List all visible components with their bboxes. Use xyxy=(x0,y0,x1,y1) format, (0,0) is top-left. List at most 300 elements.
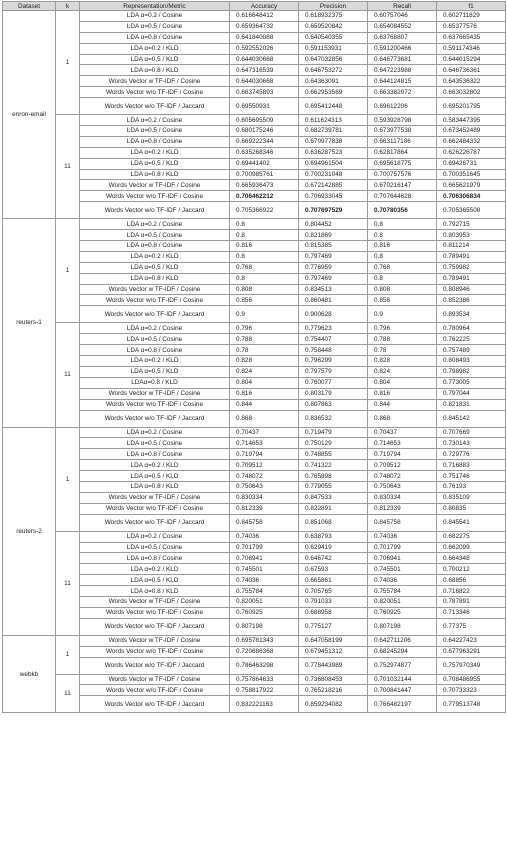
accuracy-cell: 0.644030668 xyxy=(230,54,299,65)
representation-cell: LDA α=0.8 / KLD xyxy=(80,273,230,284)
f1-cell: 0.663032802 xyxy=(437,87,506,98)
recall-cell: 0.701799 xyxy=(368,542,437,553)
recall-cell: 0.70780356 xyxy=(368,202,437,219)
recall-cell: 0.670216147 xyxy=(368,180,437,191)
representation-cell: Words Vector w TF-IDF / Cosine xyxy=(80,284,230,295)
recall-cell: 0.69612206 xyxy=(368,98,437,115)
f1-cell: 0.803953 xyxy=(437,230,506,241)
recall-cell: 0.750643 xyxy=(368,481,437,492)
representation-cell: LDA α=0.5 / Cosine xyxy=(80,230,230,241)
accuracy-cell: 0.74036 xyxy=(230,531,299,542)
representation-cell: LDA α=0.5 / KLD xyxy=(80,262,230,273)
f1-cell: 0.713346 xyxy=(437,607,506,618)
precision-cell: 0.638793 xyxy=(299,531,368,542)
f1-cell: 0.664348 xyxy=(437,553,506,564)
table-row xyxy=(3,219,506,230)
accuracy-cell: 0.680175246 xyxy=(230,126,299,137)
table-row xyxy=(3,11,506,22)
precision-cell: 0.834513 xyxy=(299,284,368,295)
precision-cell: 0.719479 xyxy=(299,427,368,438)
recall-cell: 0.719794 xyxy=(368,449,437,460)
precision-cell: 0.847533 xyxy=(299,492,368,503)
accuracy-cell: 0.8 xyxy=(230,273,299,284)
precision-cell: 0.629419 xyxy=(299,542,368,553)
accuracy-cell: 0.844 xyxy=(230,399,299,410)
accuracy-cell: 0.705366922 xyxy=(230,202,299,219)
recall-cell: 0.8 xyxy=(368,219,437,230)
precision-cell: 0.694961504 xyxy=(299,158,368,169)
representation-cell: LDA α=0.2 / Cosine xyxy=(80,219,230,230)
accuracy-cell: 0.845758 xyxy=(230,514,299,531)
precision-cell: 0.836532 xyxy=(299,410,368,427)
accuracy-cell: 0.748072 xyxy=(230,471,299,482)
accuracy-cell: 0.78 xyxy=(230,345,299,356)
f1-cell: 0.893534 xyxy=(437,306,506,323)
accuracy-cell: 0.700985761 xyxy=(230,169,299,180)
precision-cell: 0.758448 xyxy=(299,345,368,356)
precision-cell: 0.778443989 xyxy=(299,657,368,674)
recall-cell: 0.701032144 xyxy=(368,674,437,685)
accuracy-cell: 0.720686368 xyxy=(230,646,299,657)
accuracy-cell: 0.807198 xyxy=(230,618,299,635)
representation-cell: Words Vector w TF-IDF / Cosine xyxy=(80,180,230,191)
recall-cell: 0.593928798 xyxy=(368,115,437,126)
representation-cell: LDA α=0.2 / Cosine xyxy=(80,11,230,22)
precision-cell: 0.646753272 xyxy=(299,65,368,76)
f1-cell: 0.602711829 xyxy=(437,11,506,22)
precision-cell: 0.822891 xyxy=(299,503,368,514)
accuracy-cell: 0.788 xyxy=(230,334,299,345)
accuracy-cell: 0.808 xyxy=(230,284,299,295)
accuracy-cell: 0.755784 xyxy=(230,586,299,597)
representation-cell: Words Vector w/o TF-IDF / Cosine xyxy=(80,646,230,657)
precision-cell: 0.706933045 xyxy=(299,191,368,202)
f1-cell: 0.65377576 xyxy=(437,21,506,32)
f1-cell: 0.644015294 xyxy=(437,54,506,65)
representation-cell: LDA α=0.8 / Cosine xyxy=(80,553,230,564)
precision-cell: 0.672142885 xyxy=(299,180,368,191)
precision-cell: 0.779055 xyxy=(299,481,368,492)
precision-cell: 0.688958 xyxy=(299,607,368,618)
accuracy-cell: 0.745501 xyxy=(230,564,299,575)
k-cell: 1 xyxy=(56,635,80,674)
recall-cell: 0.663382072 xyxy=(368,87,437,98)
recall-cell: 0.74036 xyxy=(368,575,437,586)
accuracy-cell: 0.796 xyxy=(230,323,299,334)
accuracy-cell: 0.701799 xyxy=(230,542,299,553)
representation-cell: Words Vector w/o TF-IDF / Jaccard xyxy=(80,657,230,674)
table-row xyxy=(3,531,506,542)
precision-cell: 0.851068 xyxy=(299,514,368,531)
precision-cell: 0.64363091 xyxy=(299,76,368,87)
dataset-cell: reuters-1 xyxy=(3,219,56,427)
precision-cell: 0.700231048 xyxy=(299,169,368,180)
representation-cell: LDA α=0.2 / Cosine xyxy=(80,427,230,438)
precision-cell: 0.815385 xyxy=(299,241,368,252)
accuracy-cell: 0.714653 xyxy=(230,438,299,449)
precision-cell: 0.776959 xyxy=(299,262,368,273)
f1-cell: 0.706306834 xyxy=(437,191,506,202)
header-row xyxy=(3,2,506,11)
representation-cell: Words Vector w/o TF-IDF / Jaccard xyxy=(80,202,230,219)
representation-cell: Words Vector w/o TF-IDF / Jaccard xyxy=(80,696,230,713)
precision-cell: 0.821869 xyxy=(299,230,368,241)
accuracy-cell: 0.757864633 xyxy=(230,674,299,685)
table-row xyxy=(3,115,506,126)
recall-cell: 0.700757576 xyxy=(368,169,437,180)
accuracy-cell: 0.828 xyxy=(230,356,299,367)
representation-cell: Words Vector w/o TF-IDF / Cosine xyxy=(80,607,230,618)
representation-cell: LDA α=0.2 / Cosine xyxy=(80,531,230,542)
representation-cell: Words Vector w/o TF-IDF / Jaccard xyxy=(80,306,230,323)
f1-cell: 0.662099 xyxy=(437,542,506,553)
representation-cell: LDA α=0.2 / KLD xyxy=(80,43,230,54)
recall-cell: 0.816 xyxy=(368,241,437,252)
precision-cell: 0.647058199 xyxy=(299,635,368,646)
precision-cell: 0.707697529 xyxy=(299,202,368,219)
representation-cell: LDA α=0.2 / KLD xyxy=(80,251,230,262)
f1-cell: 0.700351645 xyxy=(437,169,506,180)
accuracy-cell: 0.868 xyxy=(230,410,299,427)
k-cell: 1 xyxy=(56,11,80,115)
precision-cell: 0.796299 xyxy=(299,356,368,367)
f1-cell: 0.708486955 xyxy=(437,674,506,685)
accuracy-cell: 0.695781343 xyxy=(230,635,299,646)
representation-cell: LDA α=0.2 / KLD xyxy=(80,147,230,158)
precision-cell: 0.765218216 xyxy=(299,685,368,696)
f1-cell: 0.757970349 xyxy=(437,657,506,674)
f1-cell: 0.68856 xyxy=(437,575,506,586)
representation-cell: LDA α=0.2 / Cosine xyxy=(80,115,230,126)
recall-cell: 0.845758 xyxy=(368,514,437,531)
precision-cell: 0.797579 xyxy=(299,366,368,377)
recall-cell: 0.812339 xyxy=(368,503,437,514)
f1-cell: 0.677963291 xyxy=(437,646,506,657)
accuracy-cell: 0.768 xyxy=(230,262,299,273)
representation-cell: LDA α=0.5 / Cosine xyxy=(80,21,230,32)
table-row xyxy=(3,427,506,438)
f1-cell: 0.808946 xyxy=(437,284,506,295)
representation-cell: LDA α=0.5 / Cosine xyxy=(80,542,230,553)
table-body xyxy=(3,11,506,713)
accuracy-cell: 0.592552026 xyxy=(230,43,299,54)
f1-cell: 0.730143 xyxy=(437,438,506,449)
accuracy-cell: 0.816 xyxy=(230,241,299,252)
precision-cell: 0.859234082 xyxy=(299,696,368,713)
representation-cell: LDA α=0.2 / KLD xyxy=(80,564,230,575)
representation-cell: LDA α=0.5 / KLD xyxy=(80,471,230,482)
representation-cell: LDA α=0.5 / KLD xyxy=(80,366,230,377)
representation-cell: LDA α=0.2 / KLD xyxy=(80,460,230,471)
accuracy-cell: 0.824 xyxy=(230,366,299,377)
precision-cell: 0.646742 xyxy=(299,553,368,564)
recall-cell: 0.796 xyxy=(368,323,437,334)
recall-cell: 0.74036 xyxy=(368,531,437,542)
precision-cell: 0.679451312 xyxy=(299,646,368,657)
accuracy-cell: 0.709512 xyxy=(230,460,299,471)
recall-cell: 0.828 xyxy=(368,356,437,367)
f1-cell: 0.787891 xyxy=(437,596,506,607)
k-cell: 1 xyxy=(56,219,80,323)
accuracy-cell: 0.647316539 xyxy=(230,65,299,76)
recall-cell: 0.748072 xyxy=(368,471,437,482)
precision-cell: 0.736808453 xyxy=(299,674,368,685)
precision-cell: 0.750129 xyxy=(299,438,368,449)
header-k: k xyxy=(56,2,80,11)
recall-cell: 0.868 xyxy=(368,410,437,427)
accuracy-cell: 0.70437 xyxy=(230,427,299,438)
table-row xyxy=(3,323,506,334)
f1-cell: 0.591174346 xyxy=(437,43,506,54)
table-row xyxy=(3,674,506,685)
header-recall: Recall xyxy=(368,2,437,11)
f1-cell: 0.80835 xyxy=(437,503,506,514)
accuracy-cell: 0.605695509 xyxy=(230,115,299,126)
results-table xyxy=(2,1,506,713)
precision-cell: 0.760077 xyxy=(299,377,368,388)
k-cell: 11 xyxy=(56,531,80,635)
k-cell: 1 xyxy=(56,427,80,531)
representation-cell: LDAα=0.8 / KLD xyxy=(80,377,230,388)
representation-cell: Words Vector w TF-IDF / Cosine xyxy=(80,596,230,607)
representation-cell: LDA α=0.8 / Cosine xyxy=(80,449,230,460)
recall-cell: 0.714653 xyxy=(368,438,437,449)
f1-cell: 0.792715 xyxy=(437,219,506,230)
representation-cell: Words Vector w/o TF-IDF / Cosine xyxy=(80,295,230,306)
precision-cell: 0.618932375 xyxy=(299,11,368,22)
f1-cell: 0.729776 xyxy=(437,449,506,460)
f1-cell: 0.808493 xyxy=(437,356,506,367)
representation-cell: Words Vector w/o TF-IDF / Cosine xyxy=(80,503,230,514)
f1-cell: 0.77375 xyxy=(437,618,506,635)
f1-cell: 0.716822 xyxy=(437,586,506,597)
accuracy-cell: 0.669222344 xyxy=(230,136,299,147)
f1-cell: 0.646736361 xyxy=(437,65,506,76)
f1-cell: 0.773005 xyxy=(437,377,506,388)
precision-cell: 0.591153931 xyxy=(299,43,368,54)
representation-cell: Words Vector w TF-IDF / Cosine xyxy=(80,492,230,503)
accuracy-cell: 0.706462212 xyxy=(230,191,299,202)
recall-cell: 0.642711206 xyxy=(368,635,437,646)
representation-cell: Words Vector w TF-IDF / Cosine xyxy=(80,674,230,685)
accuracy-cell: 0.8 xyxy=(230,219,299,230)
representation-cell: LDA α=0.5 / KLD xyxy=(80,575,230,586)
recall-cell: 0.8 xyxy=(368,273,437,284)
f1-cell: 0.76193 xyxy=(437,481,506,492)
precision-cell: 0.665861 xyxy=(299,575,368,586)
f1-cell: 0.626226787 xyxy=(437,147,506,158)
f1-cell: 0.811214 xyxy=(437,241,506,252)
k-cell: 11 xyxy=(56,323,80,427)
representation-cell: Words Vector w/o TF-IDF / Jaccard xyxy=(80,514,230,531)
header-precision: Precision xyxy=(299,2,368,11)
recall-cell: 0.709512 xyxy=(368,460,437,471)
precision-cell: 0.765898 xyxy=(299,471,368,482)
recall-cell: 0.654084552 xyxy=(368,21,437,32)
f1-cell: 0.751746 xyxy=(437,471,506,482)
recall-cell: 0.8 xyxy=(368,251,437,262)
precision-cell: 0.797469 xyxy=(299,273,368,284)
f1-cell: 0.707669 xyxy=(437,427,506,438)
f1-cell: 0.779513748 xyxy=(437,696,506,713)
f1-cell: 0.700212 xyxy=(437,564,506,575)
representation-cell: LDA α=0.5 / KLD xyxy=(80,158,230,169)
header-dataset: Dataset xyxy=(3,2,56,11)
recall-cell: 0.824 xyxy=(368,366,437,377)
accuracy-cell: 0.69441402 xyxy=(230,158,299,169)
recall-cell: 0.60757046 xyxy=(368,11,437,22)
header-representation: Representation/Metric xyxy=(80,2,230,11)
f1-cell: 0.637665435 xyxy=(437,32,506,43)
accuracy-cell: 0.665936473 xyxy=(230,180,299,191)
recall-cell: 0.62817864 xyxy=(368,147,437,158)
f1-cell: 0.798982 xyxy=(437,366,506,377)
precision-cell: 0.797469 xyxy=(299,251,368,262)
recall-cell: 0.808 xyxy=(368,284,437,295)
recall-cell: 0.647223988 xyxy=(368,65,437,76)
representation-cell: Words Vector w/o TF-IDF / Cosine xyxy=(80,191,230,202)
recall-cell: 0.856 xyxy=(368,295,437,306)
accuracy-cell: 0.8 xyxy=(230,251,299,262)
representation-cell: Words Vector w TF-IDF / Cosine xyxy=(80,388,230,399)
recall-cell: 0.706941 xyxy=(368,553,437,564)
recall-cell: 0.804 xyxy=(368,377,437,388)
recall-cell: 0.591200466 xyxy=(368,43,437,54)
accuracy-cell: 0.8 xyxy=(230,230,299,241)
recall-cell: 0.695618775 xyxy=(368,158,437,169)
recall-cell: 0.700841447 xyxy=(368,685,437,696)
f1-cell: 0.682275 xyxy=(437,531,506,542)
representation-cell: LDA α=0.5 / Cosine xyxy=(80,438,230,449)
header-f1: f1 xyxy=(437,2,506,11)
precision-cell: 0.682739781 xyxy=(299,126,368,137)
precision-cell: 0.662953569 xyxy=(299,87,368,98)
f1-cell: 0.69426731 xyxy=(437,158,506,169)
accuracy-cell: 0.641840088 xyxy=(230,32,299,43)
f1-cell: 0.780964 xyxy=(437,323,506,334)
recall-cell: 0.707644628 xyxy=(368,191,437,202)
f1-cell: 0.695201795 xyxy=(437,98,506,115)
accuracy-cell: 0.820051 xyxy=(230,596,299,607)
precision-cell: 0.611624313 xyxy=(299,115,368,126)
f1-cell: 0.762225 xyxy=(437,334,506,345)
precision-cell: 0.900628 xyxy=(299,306,368,323)
precision-cell: 0.807863 xyxy=(299,399,368,410)
representation-cell: LDA α=0.8 / Cosine xyxy=(80,345,230,356)
recall-cell: 0.663117186 xyxy=(368,136,437,147)
recall-cell: 0.63768807 xyxy=(368,32,437,43)
recall-cell: 0.755784 xyxy=(368,586,437,597)
f1-cell: 0.673452489 xyxy=(437,126,506,137)
precision-cell: 0.791033 xyxy=(299,596,368,607)
precision-cell: 0.748855 xyxy=(299,449,368,460)
f1-cell: 0.821831 xyxy=(437,399,506,410)
recall-cell: 0.70437 xyxy=(368,427,437,438)
accuracy-cell: 0.69550931 xyxy=(230,98,299,115)
representation-cell: LDA α=0.8 / Cosine xyxy=(80,32,230,43)
representation-cell: Words Vector w/o TF-IDF / Cosine xyxy=(80,87,230,98)
f1-cell: 0.852386 xyxy=(437,295,506,306)
representation-cell: LDA α=0.2 / Cosine xyxy=(80,323,230,334)
recall-cell: 0.768 xyxy=(368,262,437,273)
dataset-cell: reuters-2 xyxy=(3,427,56,635)
accuracy-cell: 0.750643 xyxy=(230,481,299,492)
precision-cell: 0.860481 xyxy=(299,295,368,306)
recall-cell: 0.766482197 xyxy=(368,696,437,713)
f1-cell: 0.662484332 xyxy=(437,136,506,147)
recall-cell: 0.830334 xyxy=(368,492,437,503)
accuracy-cell: 0.659364732 xyxy=(230,21,299,32)
f1-cell: 0.789491 xyxy=(437,251,506,262)
accuracy-cell: 0.616648412 xyxy=(230,11,299,22)
accuracy-cell: 0.706941 xyxy=(230,553,299,564)
recall-cell: 0.816 xyxy=(368,388,437,399)
precision-cell: 0.804452 xyxy=(299,219,368,230)
f1-cell: 0.759982 xyxy=(437,262,506,273)
accuracy-cell: 0.760925 xyxy=(230,607,299,618)
table-row xyxy=(3,635,506,646)
precision-cell: 0.705765 xyxy=(299,586,368,597)
header-accuracy: Accuracy xyxy=(230,2,299,11)
f1-cell: 0.665621979 xyxy=(437,180,506,191)
representation-cell: Words Vector w/o TF-IDF / Jaccard xyxy=(80,618,230,635)
recall-cell: 0.844 xyxy=(368,399,437,410)
precision-cell: 0.754407 xyxy=(299,334,368,345)
accuracy-cell: 0.816 xyxy=(230,388,299,399)
accuracy-cell: 0.804 xyxy=(230,377,299,388)
accuracy-cell: 0.719794 xyxy=(230,449,299,460)
precision-cell: 0.779623 xyxy=(299,323,368,334)
k-cell: 11 xyxy=(56,674,80,713)
f1-cell: 0.789491 xyxy=(437,273,506,284)
recall-cell: 0.788 xyxy=(368,334,437,345)
f1-cell: 0.64227423 xyxy=(437,635,506,646)
precision-cell: 0.670977838 xyxy=(299,136,368,147)
representation-cell: LDA α=0.5 / Cosine xyxy=(80,126,230,137)
precision-cell: 0.695412448 xyxy=(299,98,368,115)
recall-cell: 0.760925 xyxy=(368,607,437,618)
accuracy-cell: 0.644030668 xyxy=(230,76,299,87)
accuracy-cell: 0.830334 xyxy=(230,492,299,503)
representation-cell: Words Vector w TF-IDF / Cosine xyxy=(80,76,230,87)
representation-cell: LDA α=0.5 / KLD xyxy=(80,54,230,65)
f1-cell: 0.583447395 xyxy=(437,115,506,126)
representation-cell: Words Vector w/o TF-IDF / Jaccard xyxy=(80,98,230,115)
f1-cell: 0.643536322 xyxy=(437,76,506,87)
recall-cell: 0.8 xyxy=(368,230,437,241)
precision-cell: 0.659520842 xyxy=(299,21,368,32)
accuracy-cell: 0.663745893 xyxy=(230,87,299,98)
f1-cell: 0.845142 xyxy=(437,410,506,427)
representation-cell: LDA α=0.8 / Cosine xyxy=(80,136,230,147)
precision-cell: 0.636287523 xyxy=(299,147,368,158)
dataset-cell: enron-email xyxy=(3,11,56,219)
representation-cell: Words Vector w/o TF-IDF / Cosine xyxy=(80,685,230,696)
accuracy-cell: 0.74036 xyxy=(230,575,299,586)
precision-cell: 0.640540355 xyxy=(299,32,368,43)
dataset-cell: webkb xyxy=(3,635,56,713)
representation-cell: LDA α=0.8 / KLD xyxy=(80,586,230,597)
representation-cell: LDA α=0.5 / Cosine xyxy=(80,334,230,345)
f1-cell: 0.845541 xyxy=(437,514,506,531)
precision-cell: 0.775127 xyxy=(299,618,368,635)
recall-cell: 0.807198 xyxy=(368,618,437,635)
precision-cell: 0.803179 xyxy=(299,388,368,399)
representation-cell: LDA α=0.8 / KLD xyxy=(80,169,230,180)
representation-cell: LDA α=0.8 / Cosine xyxy=(80,241,230,252)
representation-cell: LDA α=0.8 / KLD xyxy=(80,65,230,76)
f1-cell: 0.797044 xyxy=(437,388,506,399)
